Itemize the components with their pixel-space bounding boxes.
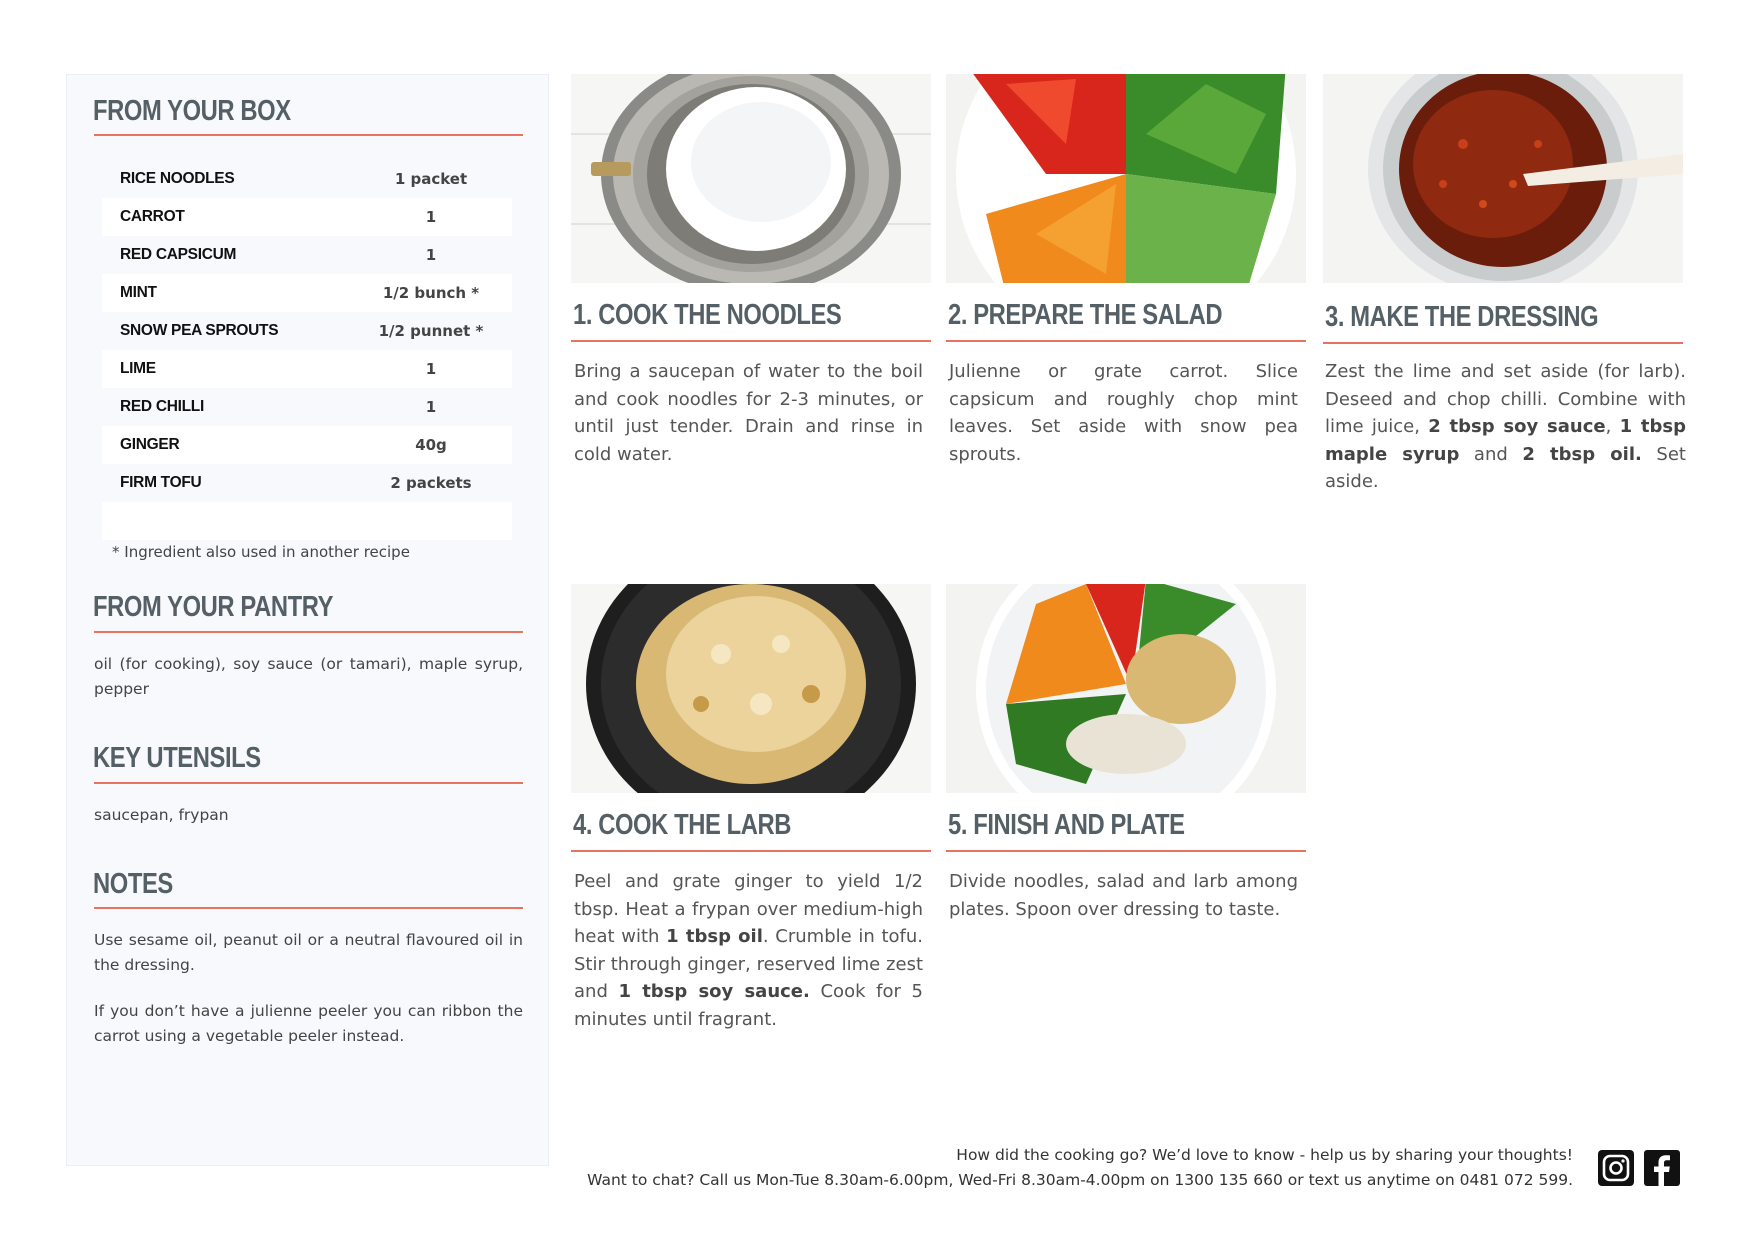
- step-text: ,: [1605, 416, 1620, 437]
- step-amount: 1 tbsp soy sauce.: [618, 981, 810, 1002]
- ingredient-name: RED CAPSICUM: [120, 246, 237, 263]
- ingredient-row: [102, 274, 512, 312]
- box-section-title: FROM YOUR BOX: [93, 95, 291, 127]
- ingredient-note: * Ingredient also used in another recipe: [112, 543, 410, 561]
- step-text: and: [1459, 443, 1523, 465]
- step-text: Set aside.: [1325, 443, 1686, 492]
- ingredient-row: [102, 198, 512, 236]
- step-2-body: [949, 358, 1298, 468]
- step-amount: 1 tbsp oil: [666, 926, 763, 947]
- feedback-line: How did the cooking go? We’d love to know - help us by sharing your thoughts!: [956, 1146, 1573, 1164]
- note-2: If you don’t have a julienne peeler you can ribbon the carrot using a vegetable peeler instead.: [94, 1002, 523, 1045]
- ingredient-row: [102, 236, 512, 274]
- ingredient-qty: 1: [425, 360, 437, 378]
- ingredient-row: [102, 464, 512, 502]
- step-5-body: [949, 868, 1298, 923]
- step-1-title: 1. COOK THE NOODLES: [573, 299, 842, 331]
- ingredients-table: [102, 160, 512, 540]
- step-text: . Crumble in tofu. Stir through ginger, reserved lime zest and: [574, 926, 924, 1002]
- step-text: Divide noodles, salad and larb among plates. Spoon over dressing to taste.: [949, 871, 1298, 920]
- ingredients-sidebar: [66, 74, 549, 1166]
- notes-section-rule: [94, 907, 523, 909]
- step-text: Bring a saucepan of water to the boil and cook noodles for 2-3 minutes, or until just tender. Drain and rinse in cold water.: [574, 361, 923, 465]
- ingredient-qty: 1/2 punnet *: [378, 322, 484, 340]
- step-4-title: 4. COOK THE LARB: [573, 809, 792, 841]
- facebook-icon[interactable]: [1644, 1150, 1680, 1186]
- box-section-rule: [94, 134, 523, 136]
- step-4-body: [574, 868, 923, 1033]
- step-1-rule: [571, 340, 931, 342]
- ingredient-qty: 2 packets: [390, 474, 472, 492]
- ingredient-name: RED CHILLI: [120, 398, 204, 415]
- ingredient-qty: 1: [425, 246, 437, 264]
- step-text: Peel and grate ginger to yield 1/2 tbsp. Heat a frypan over medium-high heat with: [574, 871, 923, 947]
- step-4-rule: [571, 850, 931, 852]
- plated-dish-photo: [946, 584, 1306, 793]
- step-amount: 2 tbsp soy sauce: [1428, 416, 1606, 437]
- note-1: Use sesame oil, peanut oil or a neutral flavoured oil in the dressing.: [94, 931, 523, 974]
- step-text: Cook for 5 minutes until fragrant.: [574, 981, 923, 1030]
- step-3-rule: [1323, 342, 1683, 344]
- step-text: Zest the lime and set aside (for larb). Deseed and chop chilli. Combine with lime juice,: [1325, 361, 1686, 437]
- tofu-larb-frypan-photo: [571, 584, 931, 793]
- utensils-section-rule: [94, 782, 523, 784]
- ingredient-name: MINT: [120, 284, 157, 301]
- ingredient-row-empty: [102, 502, 512, 540]
- salad-vegetables-photo: [946, 74, 1306, 283]
- pantry-section-title: FROM YOUR PANTRY: [93, 591, 334, 623]
- ingredient-name: LIME: [120, 360, 156, 377]
- ingredient-qty: 1/2 bunch *: [382, 284, 480, 302]
- notes-section-title: NOTES: [93, 868, 173, 900]
- pantry-text: oil (for cooking), soy sauce (or tamari), maple syrup, pepper: [94, 655, 523, 698]
- instagram-icon[interactable]: [1598, 1150, 1634, 1186]
- step-1-body: [574, 358, 923, 468]
- ingredient-row: [102, 426, 512, 464]
- ingredient-row: [102, 350, 512, 388]
- ingredient-qty: 1 packet: [394, 170, 468, 188]
- ingredient-row: [102, 388, 512, 426]
- step-3-title: 3. MAKE THE DRESSING: [1325, 301, 1599, 333]
- footer-contact: [587, 1143, 1573, 1193]
- dressing-bowl-photo: [1323, 74, 1683, 283]
- ingredient-qty: 1: [425, 398, 437, 416]
- contact-line: Want to chat? Call us Mon-Tue 8.30am-6.00pm, Wed-Fri 8.30am-4.00pm on 1300 135 660 or text us anytime on 0481 072 599.: [587, 1171, 1573, 1189]
- step-3-body: [1325, 358, 1686, 496]
- ingredient-name: CARROT: [120, 208, 185, 225]
- step-amount: 2 tbsp oil.: [1522, 443, 1642, 465]
- step-5-rule: [946, 850, 1306, 852]
- pantry-section-rule: [94, 631, 523, 633]
- ingredient-row: [102, 312, 512, 350]
- ingredient-qty: 1: [425, 208, 437, 226]
- step-text: Julienne or grate carrot. Slice capsicum and roughly chop mint leaves. Set aside with snow pea sprouts.: [949, 361, 1298, 465]
- step-2-title: 2. PREPARE THE SALAD: [948, 299, 1223, 331]
- ingredient-row: [102, 160, 512, 198]
- step-2-rule: [946, 340, 1306, 342]
- noodles-in-strainer-photo: [571, 74, 931, 283]
- step-5-title: 5. FINISH AND PLATE: [948, 809, 1185, 841]
- ingredient-name: FIRM TOFU: [120, 474, 202, 491]
- ingredient-name: RICE NOODLES: [120, 170, 235, 187]
- ingredient-name: GINGER: [120, 436, 180, 453]
- utensils-text: saucepan, frypan: [94, 806, 229, 824]
- ingredient-name: SNOW PEA SPROUTS: [120, 322, 279, 339]
- ingredient-qty: 40g: [415, 436, 447, 454]
- utensils-section-title: KEY UTENSILS: [93, 742, 261, 774]
- step-amount: 1 tbsp maple syrup: [1325, 416, 1686, 465]
